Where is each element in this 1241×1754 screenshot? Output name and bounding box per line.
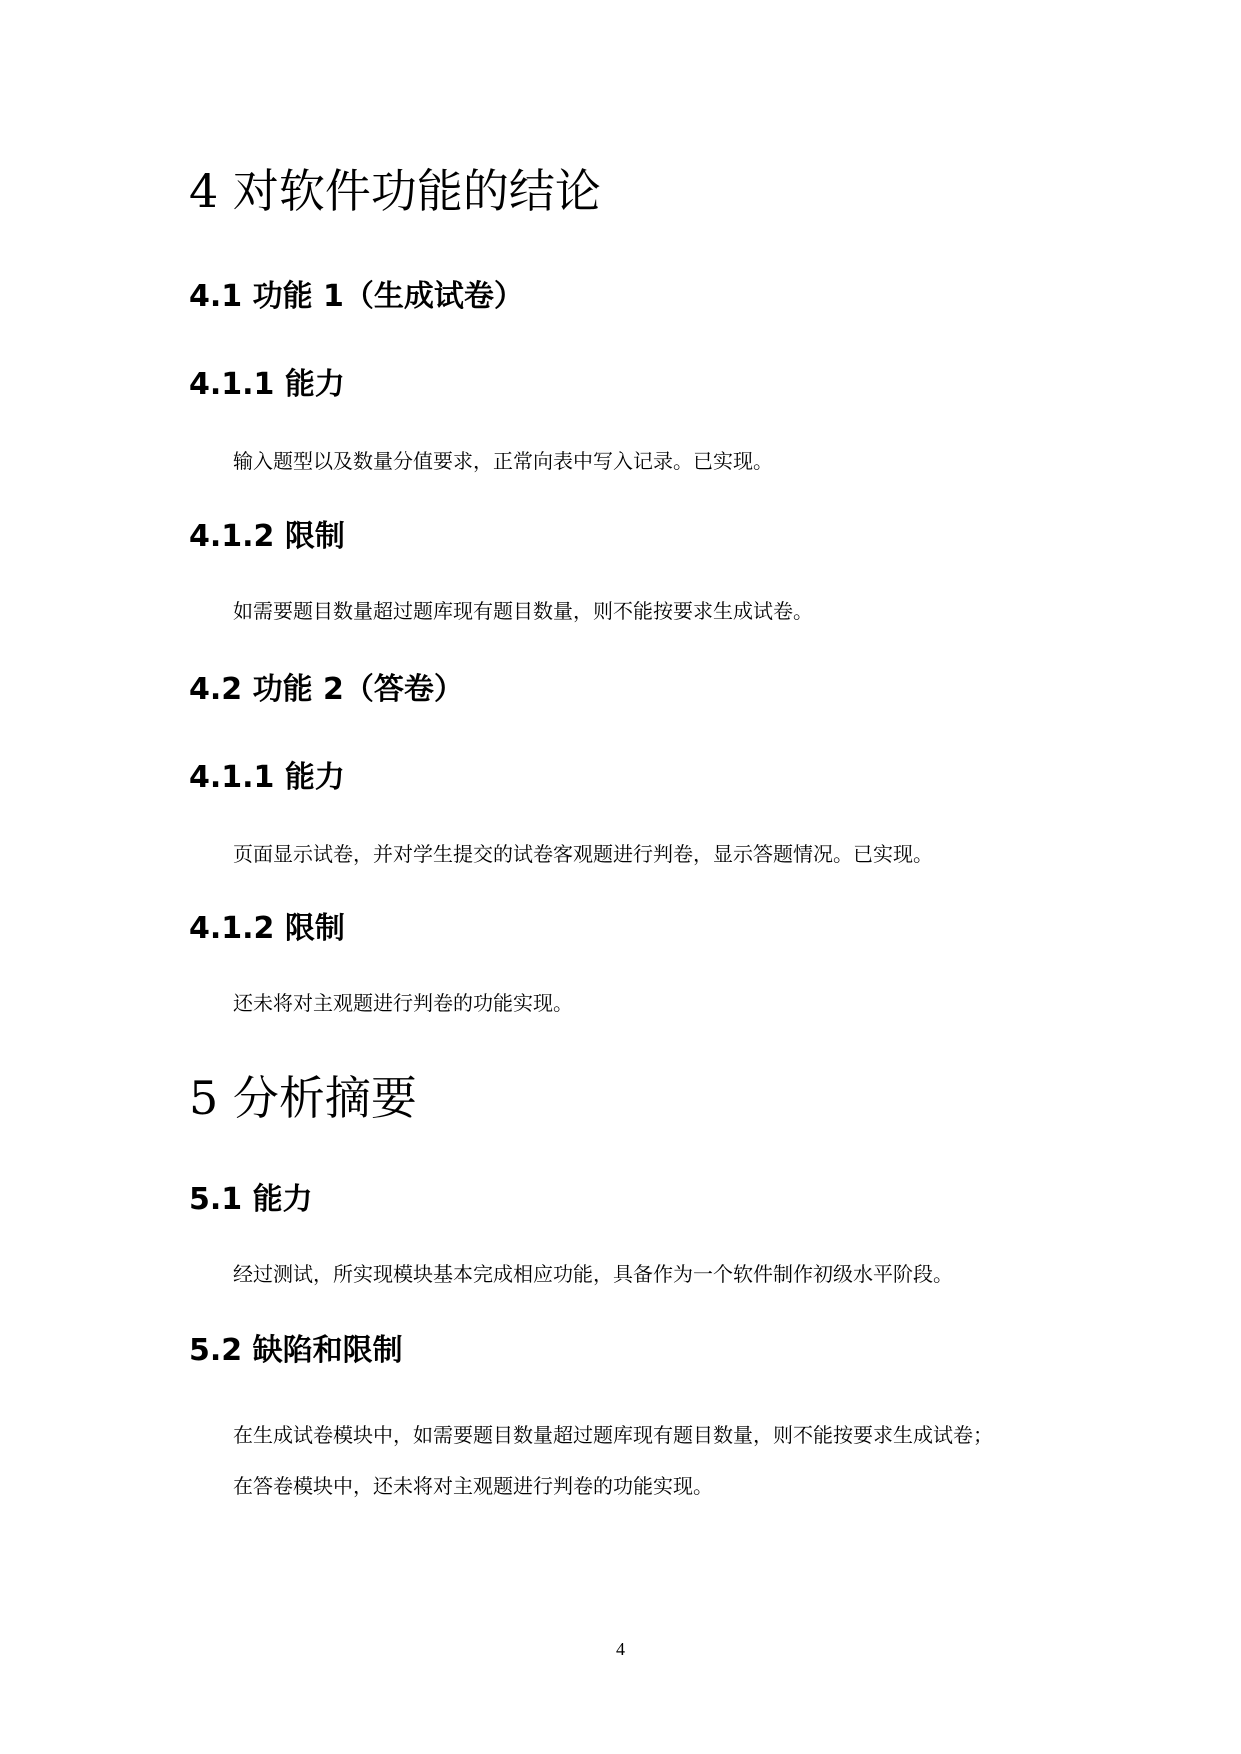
- section-4-2-2-title: 4.1.2 限制: [189, 911, 345, 946]
- section-5-2-title: 5.2 缺陷和限制: [189, 1333, 403, 1368]
- section-5-2-text-line-1: 在生成试卷模块中，如需要题目数量超过题库现有题目数量，则不能按要求生成试卷；: [233, 1423, 993, 1447]
- section-4-1-1-title: 4.1.1 能力: [189, 367, 345, 402]
- section-5-2-text-line-2: 在答卷模块中，还未将对主观题进行判卷的功能实现。: [233, 1474, 713, 1498]
- section-4-1-title: 4.1 功能 1（生成试卷）: [189, 279, 524, 314]
- section-4-2-title: 4.2 功能 2（答卷）: [189, 672, 464, 707]
- section-5-1-title: 5.1 能力: [189, 1182, 313, 1217]
- section-4-title: 4 对软件功能的结论: [189, 164, 601, 218]
- section-4-2-2-text: 还未将对主观题进行判卷的功能实现。: [233, 991, 573, 1015]
- section-4-1-1-text: 输入题型以及数量分值要求，正常向表中写入记录。已实现。: [233, 449, 773, 473]
- page-number: 4: [616, 1639, 625, 1659]
- section-5-title: 5 分析摘要: [189, 1071, 417, 1125]
- section-4-1-2-text: 如需要题目数量超过题库现有题目数量，则不能按要求生成试卷。: [233, 599, 813, 623]
- section-4-2-1-text: 页面显示试卷，并对学生提交的试卷客观题进行判卷，显示答题情况。已实现。: [233, 842, 933, 866]
- section-4-1-2-title: 4.1.2 限制: [189, 519, 345, 554]
- section-4-2-1-title: 4.1.1 能力: [189, 760, 345, 795]
- section-5-1-text: 经过测试，所实现模块基本完成相应功能，具备作为一个软件制作初级水平阶段。: [233, 1262, 953, 1286]
